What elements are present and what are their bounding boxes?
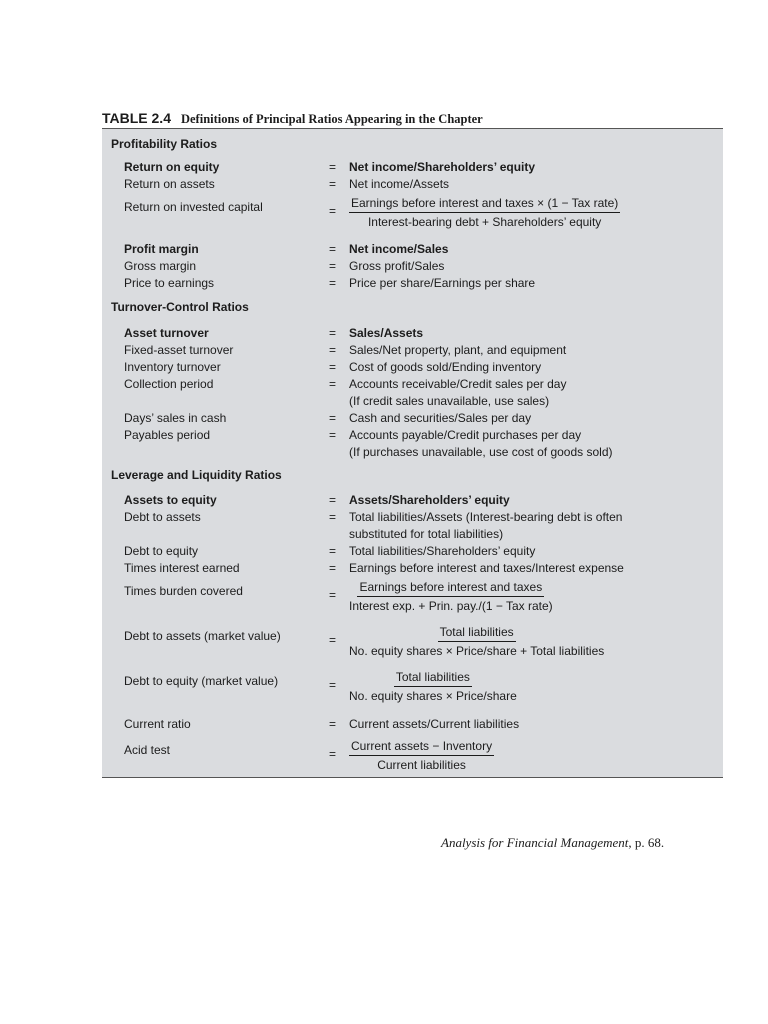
- equals-sign: =: [329, 326, 337, 340]
- equals-sign: =: [329, 588, 337, 602]
- ratio-name: Profit margin: [124, 242, 199, 256]
- equals-sign: =: [329, 544, 337, 558]
- ratio-name: Collection period: [124, 377, 214, 391]
- ratio-definition-note: substituted for total liabilities): [349, 527, 504, 541]
- fraction: [349, 738, 494, 773]
- ratio-definition: Price per share/Earnings per share: [349, 276, 536, 290]
- ratio-name: Debt to equity: [124, 544, 199, 558]
- ratio-name: Assets to equity: [124, 493, 217, 507]
- ratio-definition: Net income/Sales: [349, 242, 449, 256]
- equals-sign: =: [329, 428, 337, 442]
- equals-sign: =: [329, 678, 337, 692]
- equals-sign: =: [329, 242, 337, 256]
- equals-sign: =: [329, 177, 337, 191]
- source-citation: [441, 835, 664, 851]
- fraction-numerator: Earnings before interest and taxes: [357, 579, 544, 597]
- ratio-name: Gross margin: [124, 259, 197, 273]
- section-heading-turnover: Turnover-Control Ratios: [111, 300, 249, 314]
- ratio-definition: Net income/Shareholders’ equity: [349, 160, 536, 174]
- fraction-numerator: Current assets − Inventory: [349, 738, 494, 756]
- fraction: [349, 624, 604, 659]
- fraction-denominator: Current liabilities: [377, 758, 466, 772]
- ratio-table: [102, 128, 723, 778]
- equals-sign: =: [329, 717, 337, 731]
- equals-sign: =: [329, 360, 337, 374]
- ratio-definition: Net income/Assets: [349, 177, 450, 191]
- ratio-definition: Sales/Net property, plant, and equipment: [349, 343, 567, 357]
- ratio-name: Return on equity: [124, 160, 220, 174]
- ratio-definition: Sales/Assets: [349, 326, 424, 340]
- fraction-denominator: Interest exp. + Prin. pay./(1 − Tax rate): [349, 599, 553, 613]
- ratio-name: Current ratio: [124, 717, 191, 731]
- ratio-name: Inventory turnover: [124, 360, 221, 374]
- ratio-definition-note: (If purchases unavailable, use cost of goods sold): [349, 445, 613, 459]
- ratio-name: Fixed-asset turnover: [124, 343, 234, 357]
- fraction: [349, 195, 620, 230]
- ratio-name: Debt to assets (market value): [124, 629, 281, 643]
- table-title: Definitions of Principal Ratios Appearing in the Chapter: [180, 112, 483, 126]
- ratio-definition-note: (If credit sales unavailable, use sales): [349, 394, 550, 408]
- fraction-denominator: No. equity shares × Price/share: [349, 689, 517, 703]
- equals-sign: =: [329, 747, 337, 761]
- ratio-name: Price to earnings: [124, 276, 215, 290]
- equals-sign: =: [329, 493, 337, 507]
- fraction-numerator: Total liabilities: [394, 669, 472, 687]
- section-heading-profitability: Profitability Ratios: [111, 137, 218, 151]
- ratio-definition: Cash and securities/Sales per day: [349, 411, 532, 425]
- ratio-definition: Assets/Shareholders’ equity: [349, 493, 510, 507]
- equals-sign: =: [329, 276, 337, 290]
- ratio-definition: Earnings before interest and taxes/Interest expense: [349, 561, 624, 575]
- equals-sign: =: [329, 377, 337, 391]
- table-caption: [102, 110, 742, 127]
- section-heading-leverage: Leverage and Liquidity Ratios: [111, 468, 282, 482]
- equals-sign: =: [329, 160, 337, 174]
- ratio-definition: Current assets/Current liabilities: [349, 717, 520, 731]
- ratio-name: Debt to assets: [124, 510, 201, 524]
- equals-sign: =: [329, 633, 337, 647]
- ratio-name: Acid test: [124, 743, 171, 757]
- fraction: [349, 579, 553, 614]
- equals-sign: =: [329, 259, 337, 273]
- page-reference: , p. 68.: [628, 835, 665, 850]
- ratio-definition: Accounts payable/Credit purchases per day: [349, 428, 582, 442]
- ratio-name: Times interest earned: [124, 561, 240, 575]
- equals-sign: =: [329, 411, 337, 425]
- equals-sign: =: [329, 204, 337, 218]
- equals-sign: =: [329, 561, 337, 575]
- ratio-name: Times burden covered: [124, 584, 243, 598]
- equals-sign: =: [329, 510, 337, 524]
- fraction-numerator: Earnings before interest and taxes × (1 − Tax rate): [349, 195, 620, 213]
- ratio-name: Return on invested capital: [124, 200, 263, 214]
- fraction-denominator: No. equity shares × Price/share + Total liabilities: [349, 644, 605, 658]
- book-title: Analysis for Financial Management: [441, 835, 629, 850]
- fraction-numerator: Total liabilities: [438, 624, 516, 642]
- ratio-definition: Gross profit/Sales: [349, 259, 445, 273]
- equals-sign: =: [329, 343, 337, 357]
- ratio-definition: Cost of goods sold/Ending inventory: [349, 360, 542, 374]
- ratio-name: Payables period: [124, 428, 211, 442]
- ratio-definition: Total liabilities/Assets (Interest-bearing debt is often: [349, 510, 623, 524]
- ratio-definition: Total liabilities/Shareholders’ equity: [349, 544, 536, 558]
- ratio-name: Days’ sales in cash: [124, 411, 227, 425]
- ratio-name: Asset turnover: [124, 326, 209, 340]
- fraction: [349, 669, 517, 704]
- ratio-name: Debt to equity (market value): [124, 674, 279, 688]
- fraction-denominator: Interest-bearing debt + Shareholders’ equity: [367, 215, 602, 229]
- ratio-name: Return on assets: [124, 177, 215, 191]
- table-label: TABLE 2.4: [102, 110, 171, 126]
- ratio-definition: Accounts receivable/Credit sales per day: [349, 377, 567, 391]
